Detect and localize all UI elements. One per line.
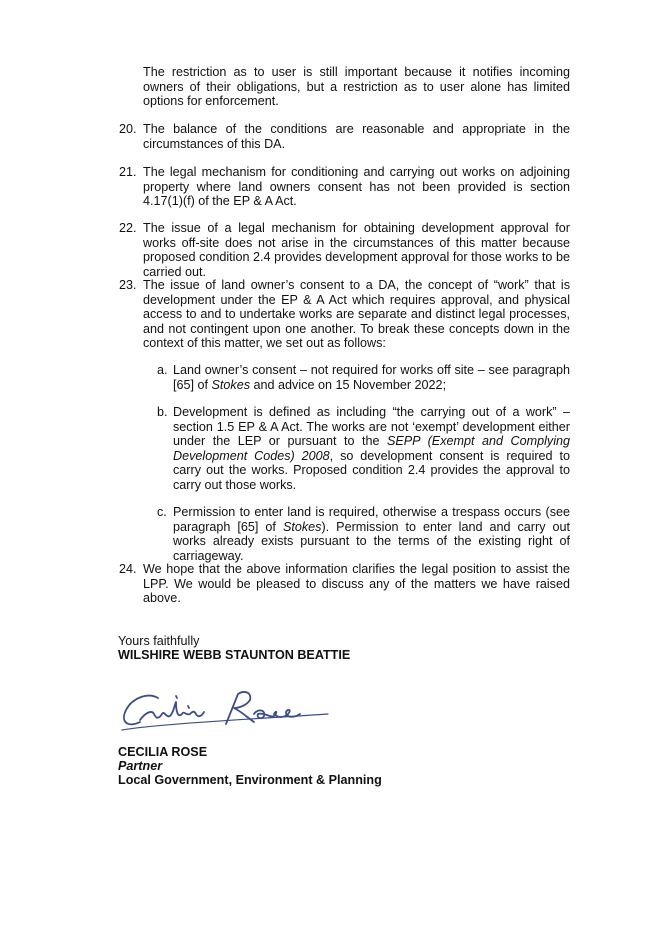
subparagraph-text-continued: , so development consent is required to carry out the works. Proposed condition 2.4 provides the approval to carry out those works. bbox=[173, 448, 570, 492]
intro-text: The restriction as to user is still important because it notifies incoming owners of their obligations, but a restriction as to user alone has limited options for enforcement. bbox=[143, 65, 570, 109]
subparagraph-23a bbox=[157, 363, 570, 392]
subparagraph-text: Permission to enter land is required, otherwise a trespass occurs (see paragraph [65] of bbox=[173, 505, 570, 534]
paragraph-20 bbox=[119, 122, 570, 151]
firm-name: WILSHIRE WEBB STAUNTON BEATTIE bbox=[118, 648, 351, 662]
paragraph-number: 22. bbox=[119, 221, 137, 235]
intro-paragraph bbox=[143, 65, 570, 109]
signatory-title: Partner bbox=[118, 759, 163, 773]
subparagraph-23b bbox=[157, 405, 570, 493]
subparagraph-text: Land owner’s consent – not required for works off site – see paragraph [65] of bbox=[173, 363, 570, 392]
paragraph-text: The legal mechanism for conditioning and carrying out works on adjoining property where land owners consent has not been provided is section 4.17(1)(f) of the EP & A Act. bbox=[143, 165, 570, 209]
subparagraph-letter: a. bbox=[157, 363, 168, 377]
paragraph-number: 20. bbox=[119, 122, 137, 136]
case-citation: Stokes bbox=[282, 519, 322, 534]
paragraph-text: The balance of the conditions are reasonable and appropriate in the circumstances of this DA. bbox=[143, 122, 570, 151]
paragraph-21 bbox=[119, 165, 570, 209]
paragraph-text: The issue of land owner’s consent to a DA, the concept of “work” that is development under the EP & A Act which requires approval, and physical access to and to undertake works are separate and distinct legal processes, and not contingent upon one another. To break these concepts down in the context of this matter, we set out as follows: bbox=[143, 278, 570, 351]
case-citation: Stokes bbox=[211, 377, 251, 392]
paragraph-number: 24. bbox=[119, 562, 137, 576]
subparagraph-23c bbox=[157, 505, 571, 563]
legislation-citation: SEPP (Exempt and Complying Development Codes) 2008 bbox=[173, 434, 570, 463]
paragraph-text: The issue of a legal mechanism for obtaining development approval for works off-site does not arise in the circumstances of this matter because proposed condition 2.4 provides development approval for those works to be carried out. bbox=[143, 221, 570, 279]
subparagraph-text: Development is defined as including “the carrying out of a work” – section 1.5 EP & A Act. The works are not ‘exempt’ development either under the LEP or pursuant to the bbox=[173, 405, 570, 449]
paragraph-number: 21. bbox=[119, 165, 137, 179]
paragraph-text: We hope that the above information clarifies the legal position to assist the LPP. We would be pleased to discuss any of the matters we have raised above. bbox=[143, 562, 570, 606]
paragraph-22 bbox=[119, 221, 570, 279]
paragraph-24 bbox=[119, 562, 570, 606]
subparagraph-text-continued: and advice on 15 November 2022; bbox=[250, 377, 447, 392]
signatory-department: Local Government, Environment & Planning bbox=[118, 773, 382, 787]
paragraph-number: 23. bbox=[119, 278, 137, 292]
paragraph-23 bbox=[119, 278, 570, 351]
subparagraph-text-continued: ). Permission to enter land and carry out works already exists pursuant to the terms of the existing right of carriageway. bbox=[173, 519, 571, 563]
signatory-name: CECILIA ROSE bbox=[118, 745, 208, 759]
subparagraph-letter: b. bbox=[157, 405, 168, 419]
subparagraph-letter: c. bbox=[157, 505, 167, 519]
handwritten-signature bbox=[118, 684, 333, 732]
salutation: Yours faithfully bbox=[118, 634, 200, 648]
